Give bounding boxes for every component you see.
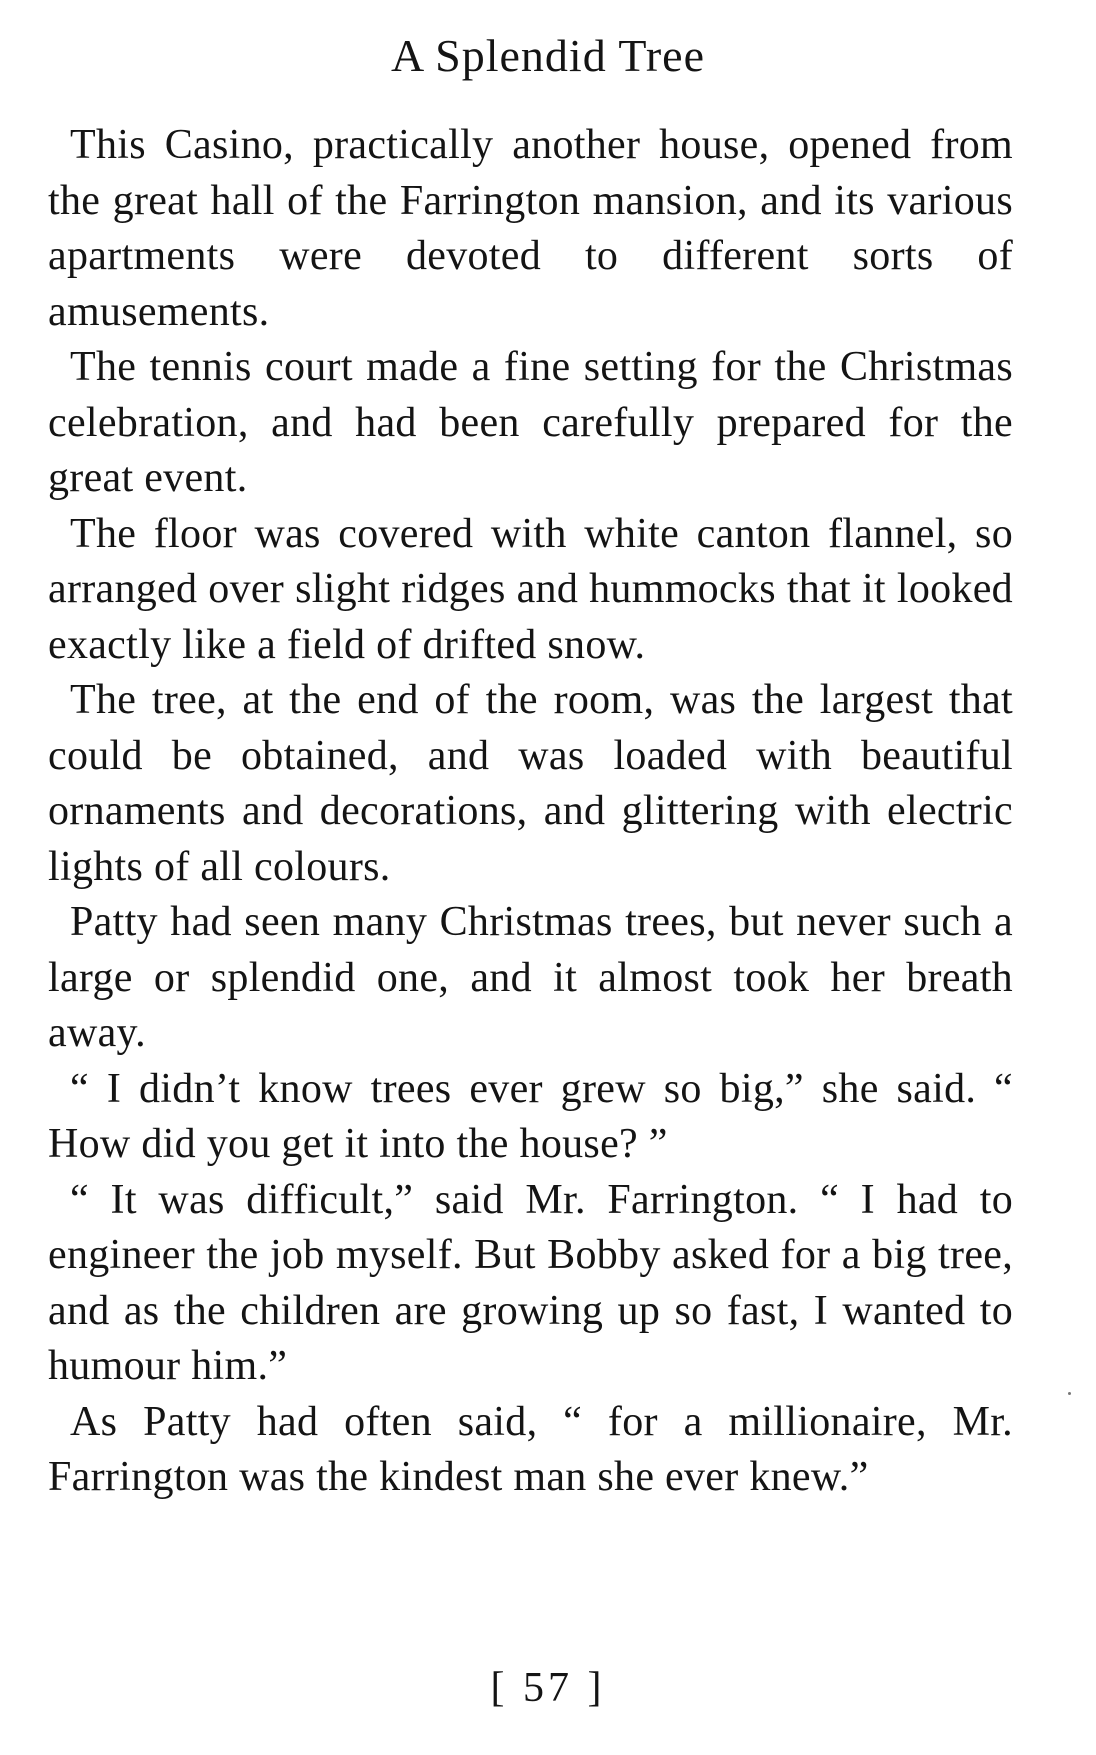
paragraph-dialogue-question: “ I didn’t know trees ever grew so big,” she said. “ How did you get it into the house? ” — [48, 1065, 1013, 1167]
paper-speck — [1068, 1392, 1071, 1395]
page-number: [ 57 ] — [490, 1665, 606, 1711]
paragraph-millionaire: As Patty had often said, “ for a millionaire, Mr. Farrington was the kindest man she ever knew.” — [48, 1398, 1013, 1500]
paragraph-dialogue-answer: “ It was difficult,” said Mr. Farrington. “ I had to engineer the job myself. But Bobby asked for a big tree, and as the children are growing up so fast, I wanted to humour him.” — [48, 1176, 1013, 1389]
paragraph-casino: This Casino, practically another house, opened from the great hall of the Farrington mansion, and its various apartments were devoted to different sorts of amusements. — [48, 122, 1013, 335]
paragraph-tennis-court: The tennis court made a fine setting for the Christmas celebration, and had been carefully prepared for the great event. — [48, 344, 1013, 501]
body-text — [48, 118, 1013, 1506]
chapter-heading: A Splendid Tree — [390, 30, 706, 81]
paragraph-tree: The tree, at the end of the room, was the largest that could be obtained, and was loaded with beautiful ornaments and decorations, and glittering with electric lights of all colours. — [48, 677, 1013, 890]
paragraph-patty: Patty had seen many Christmas trees, but never such a large or splendid one, and it almost took her breath away. — [48, 899, 1013, 1056]
paragraph-floor: The floor was covered with white canton flannel, so arranged over slight ridges and hummocks that it looked exactly like a field of drifted snow. — [48, 510, 1013, 668]
